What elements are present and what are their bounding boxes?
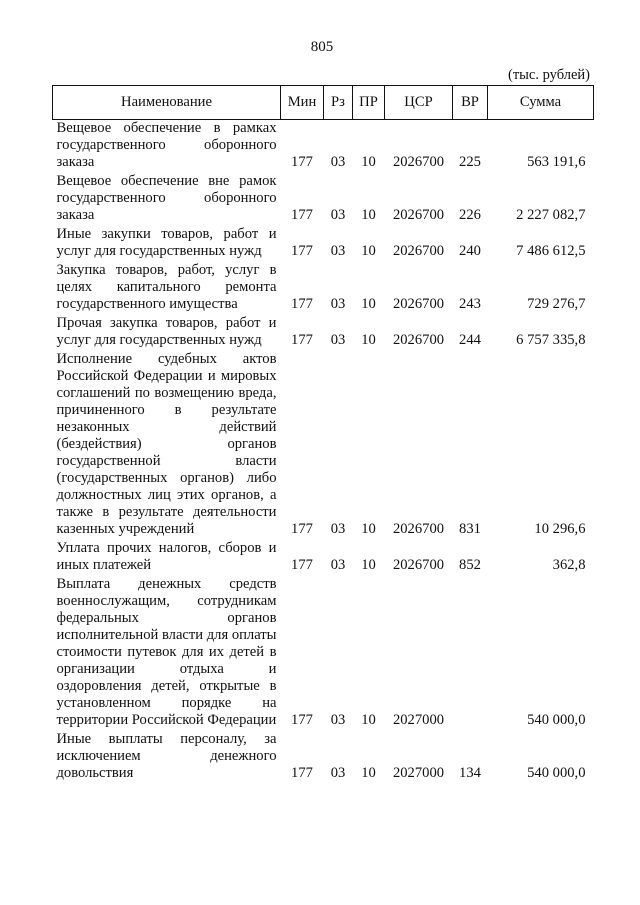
row-csr: 2027000 xyxy=(392,712,445,728)
row-sum: 7 486 612,5 xyxy=(516,243,586,259)
row-csr: 2026700 xyxy=(392,521,445,537)
row-sum: 362,8 xyxy=(552,557,586,573)
row-min: 177 xyxy=(291,712,313,728)
row-sum: 6 757 335,8 xyxy=(516,332,586,348)
header-vr: ВР xyxy=(453,86,488,120)
row-pr: 10 xyxy=(361,207,376,223)
row-min: 177 xyxy=(291,521,313,537)
header-csr: ЦСР xyxy=(385,86,453,120)
row-vr: 831 xyxy=(459,521,481,537)
header-pr: ПР xyxy=(353,86,385,120)
header-name: Наименование xyxy=(53,86,281,120)
table-row xyxy=(53,262,594,315)
row-vr: 226 xyxy=(459,207,481,223)
row-name: Исполнение судебных актов Российской Федерации и мировых соглашений по возмещению вреда, причиненного в результате незаконных действий (бездействия) органов государственной власти (государственных органов) либо должностных лиц этих органов, а также в результате деятельности казенных учреждений xyxy=(56,351,277,537)
row-name: Вещевое обеспечение вне рамок государственного оборонного заказа xyxy=(56,173,277,223)
row-csr: 2026700 xyxy=(392,207,445,223)
units-label: (тыс. рублей) xyxy=(508,67,590,83)
table-header-row xyxy=(53,86,594,120)
row-pr: 10 xyxy=(361,712,376,728)
header-min: Мин xyxy=(281,86,324,120)
row-min: 177 xyxy=(291,557,313,573)
table-row xyxy=(53,576,594,731)
budget-table xyxy=(52,85,594,784)
row-rz: 03 xyxy=(330,712,346,728)
page-number: 805 xyxy=(310,39,334,55)
table-row xyxy=(53,315,594,351)
row-name: Выплата денежных средств военнослужащим, сотрудникам федеральных органов исполнительной власти для оплаты стоимости путевок для их детей в организации отдыха и оздоровления детей, открытые в установленном порядке на территории Российской Федерации xyxy=(56,576,277,728)
row-min: 177 xyxy=(291,154,313,170)
row-rz: 03 xyxy=(330,332,346,348)
row-name: Иные выплаты персоналу, за исключением денежного довольствия xyxy=(56,731,277,781)
row-pr: 10 xyxy=(361,557,376,573)
row-sum: 729 276,7 xyxy=(527,296,586,312)
row-name: Вещевое обеспечение в рамках государственного оборонного заказа xyxy=(56,120,277,170)
row-pr: 10 xyxy=(361,154,376,170)
row-csr: 2026700 xyxy=(392,154,445,170)
row-name: Прочая закупка товаров, работ и услуг для государственных нужд xyxy=(56,315,277,348)
table-row xyxy=(53,226,594,262)
row-rz: 03 xyxy=(330,765,346,781)
row-csr: 2026700 xyxy=(392,296,445,312)
row-vr: 134 xyxy=(459,765,481,781)
row-rz: 03 xyxy=(330,557,346,573)
row-pr: 10 xyxy=(361,296,376,312)
row-pr: 10 xyxy=(361,521,376,537)
row-sum: 540 000,0 xyxy=(527,765,586,781)
row-pr: 10 xyxy=(361,765,376,781)
row-name: Иные закупки товаров, работ и услуг для государственных нужд xyxy=(56,226,277,259)
row-rz: 03 xyxy=(330,243,346,259)
row-name: Закупка товаров, работ, услуг в целях капитального ремонта государственного имущества xyxy=(56,262,277,312)
row-vr: 225 xyxy=(459,154,481,170)
table-row xyxy=(53,120,594,174)
table-row xyxy=(53,173,594,226)
row-csr: 2026700 xyxy=(392,557,445,573)
row-sum: 563 191,6 xyxy=(527,154,586,170)
row-rz: 03 xyxy=(330,296,346,312)
header-rz: Рз xyxy=(324,86,353,120)
row-vr: 240 xyxy=(459,243,481,259)
row-csr: 2026700 xyxy=(392,332,445,348)
row-vr: 243 xyxy=(459,296,481,312)
row-min: 177 xyxy=(291,207,313,223)
table-row xyxy=(53,540,594,576)
row-min: 177 xyxy=(291,243,313,259)
row-sum: 10 296,6 xyxy=(534,521,586,537)
row-rz: 03 xyxy=(330,521,346,537)
header-sum: Сумма xyxy=(488,86,594,120)
row-csr: 2027000 xyxy=(392,765,445,781)
row-pr: 10 xyxy=(361,243,376,259)
row-sum: 2 227 082,7 xyxy=(516,207,586,223)
row-pr: 10 xyxy=(361,332,376,348)
table-row xyxy=(53,731,594,784)
row-vr: 852 xyxy=(459,557,481,573)
row-name: Уплата прочих налогов, сборов и иных платежей xyxy=(56,540,277,573)
row-sum: 540 000,0 xyxy=(527,712,586,728)
row-csr: 2026700 xyxy=(392,243,445,259)
row-vr: 244 xyxy=(459,332,481,348)
row-vr xyxy=(453,576,488,731)
row-min: 177 xyxy=(291,332,313,348)
row-min: 177 xyxy=(291,765,313,781)
row-rz: 03 xyxy=(330,154,346,170)
table-row xyxy=(53,351,594,540)
row-min: 177 xyxy=(291,296,313,312)
row-rz: 03 xyxy=(330,207,346,223)
